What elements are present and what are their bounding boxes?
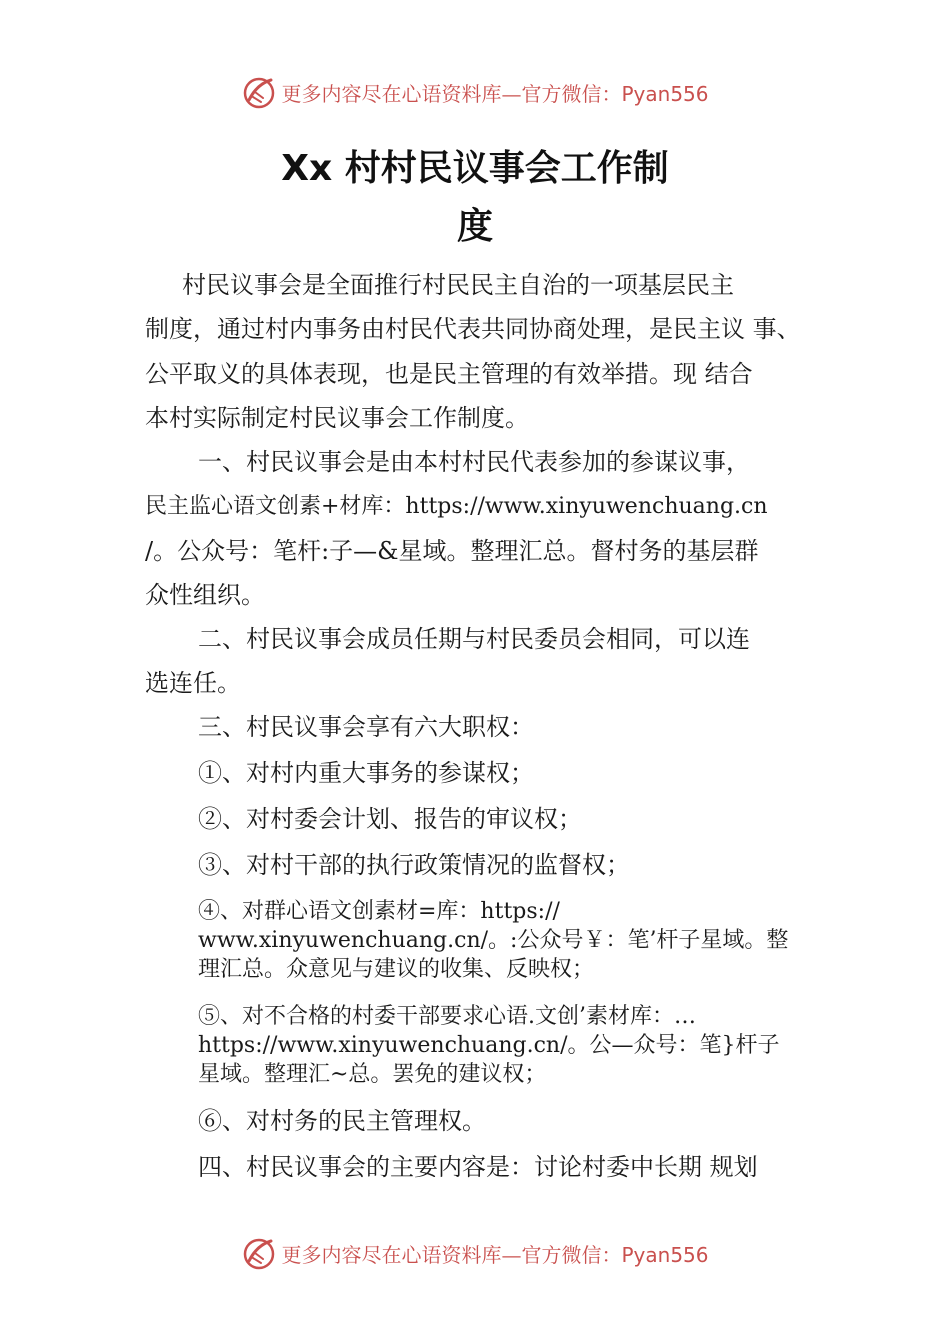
intro-line-2: 制度，通过村内事务由村民代表共同协商处理，是民主议 事、 [145, 315, 801, 343]
item1-line-4: 众性组织。 [145, 581, 265, 609]
header-watermark-banner [0, 72, 950, 112]
item3-heading: 三、村民议事会享有六大职权： [198, 713, 534, 741]
power-3: ③、对村干部的执行政策情况的监督权； [198, 851, 630, 879]
power-5-line-1: ⑤、对不合格的村委干部要求心语.文创’素材库：… [198, 1004, 696, 1029]
item2-line-1: 二、村民议事会成员任期与村民委员会相同，可以连 [198, 625, 750, 653]
item1-line-1: 一、村民议事会是由本村村民代表参加的参谋议事， [198, 448, 750, 476]
power-5-line-3: 星域。整理汇~总。罢免的建议权； [198, 1062, 547, 1087]
power-4-line-2: www.xinyuwenchuang.cn/。:公众号￥：笔’杆子星域。整 [198, 928, 789, 953]
intro-line-1: 村民议事会是全面推行村民民主自治的一项基层民主 [182, 271, 734, 299]
item4-line-1: 四、村民议事会的主要内容是：讨论村委中长期 规划 [198, 1153, 758, 1181]
intro-line-3: 公平取义的具体表现，也是民主管理的有效举措。现 结合 [145, 360, 753, 388]
footer-watermark-banner [0, 1233, 950, 1273]
power-1: ①、对村内重大事务的参谋权； [198, 759, 534, 787]
brush-logo-icon [241, 74, 277, 110]
banner-text: 更多内容尽在心语资料库—官方微信：Pyan556 [281, 81, 709, 106]
item1-line-2: 民主监心语文创素+材库：https://www.xinyuwenchuang.cn [145, 494, 768, 519]
item2-line-2: 选连任。 [145, 669, 241, 697]
power-2: ②、对村委会计划、报告的审议权； [198, 805, 582, 833]
item1-line-3: /。公众号：笔杆:子—&星域。整理汇总。督村务的基层群 [145, 537, 759, 565]
power-5-line-2: https://www.xinyuwenchuang.cn/。公—众号：笔}杆子 [198, 1033, 780, 1058]
brush-logo-icon [241, 1235, 277, 1271]
document-title-line2: 度 [456, 206, 493, 247]
document-title-line1: Xx 村村民议事会工作制 [281, 148, 669, 189]
power-4-line-1: ④、对群心语文创素材=库：https:// [198, 899, 560, 924]
banner-text: 更多内容尽在心语资料库—官方微信：Pyan556 [281, 1242, 709, 1267]
power-6: ⑥、对村务的民主管理权。 [198, 1107, 486, 1135]
power-4-line-3: 理汇总。众意见与建议的收集、反映权； [198, 957, 595, 982]
intro-line-4: 本村实际制定村民议事会工作制度。 [145, 404, 529, 432]
